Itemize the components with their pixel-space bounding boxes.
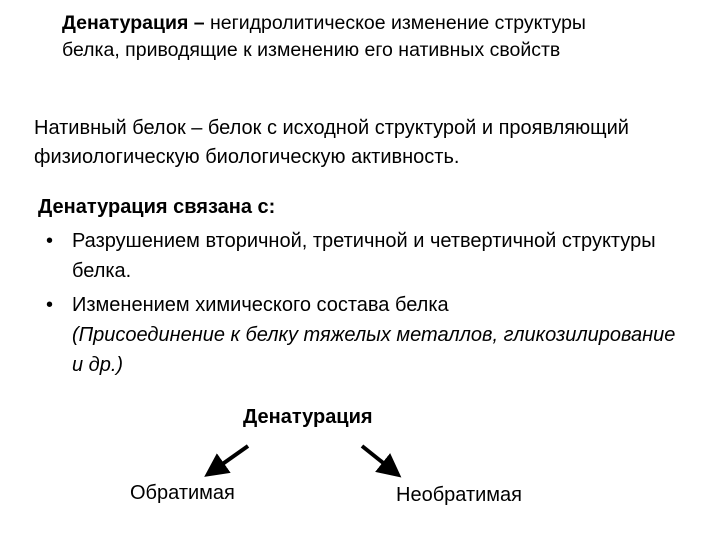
arrow-right xyxy=(362,446,392,470)
reversible-label: Обратимая xyxy=(130,482,235,504)
bullet-note: (Присоединение к белку тяжелых металлов, гликозилирование и др.) xyxy=(72,324,676,376)
definition-term: Денатурация – xyxy=(62,12,205,34)
definition-text: негидролитическое изменение структуры белка, приводящие к изменению его нативных свойств xyxy=(62,12,586,61)
bullet-text: Изменением химического состава белка xyxy=(72,294,449,316)
bullet-marker: • xyxy=(46,294,54,316)
irreversible-label: Необратимая xyxy=(396,484,522,506)
linked-heading: Денатурация связана с: xyxy=(38,196,276,218)
native-protein-paragraph: Нативный белок – белок с исходной структурой и проявляющий физиологическую биологическую активность. xyxy=(34,117,629,168)
bullet-text: Разрушением вторичной, третичной и четвертичной структуры белка. xyxy=(72,230,656,282)
bullet-marker: • xyxy=(46,230,54,252)
diagram-title: Денатурация xyxy=(243,406,373,428)
arrow-left xyxy=(214,446,248,470)
